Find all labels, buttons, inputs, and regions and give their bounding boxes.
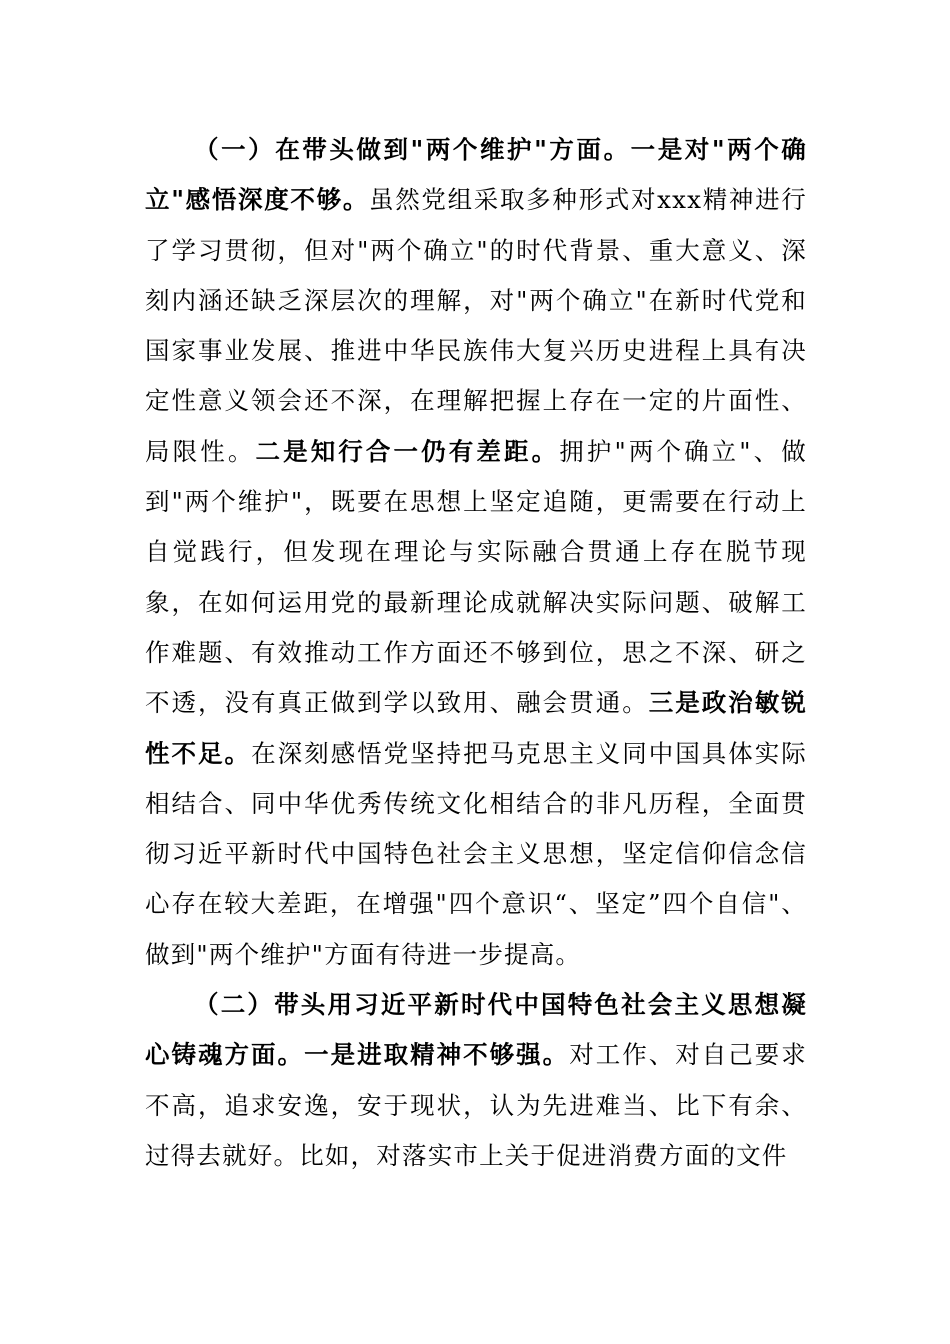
section-2-heading: （二）带头用习近平新时代中国特色社会主义思想凝心铸魂方面。 bbox=[145, 990, 807, 1070]
section-1-point-1-body: 虽然党组采取多种形式对xxx精神进行了学习贯彻，但对"两个确立"的时代背景、重大意义、深刻内涵还缺乏深层次的理解，对"两个确立"在新时代党和国家事业发展、推进中华民族伟大复兴历史进程上具有决定性意义领会还不深，在理解把握上存在一定的片面性、局限性。 bbox=[145, 185, 807, 466]
section-1-point-3-body: 在深刻感悟党坚持把马克思主义同中国具体实际相结合、同中华优秀传统文化相结合的非凡历程，全面贯彻习近平新时代中国特色社会主义思想，坚定信仰信念信心存在较大差距，在增强"四个意识“、坚定”四个自信"、做到"两个维护"方面有待进一步提高。 bbox=[145, 738, 807, 969]
section-1-point-1-title: 一是对"两个确立"感悟深度不够。 bbox=[145, 135, 807, 215]
section-1-point-3-title: 三是政治敏锐性不足。 bbox=[145, 688, 807, 768]
section-1-heading: （一）在带头做到"两个维护"方面。 bbox=[194, 135, 631, 164]
section-1-point-2-body: 拥护"两个确立"、做到"两个维护"，既要在思想上坚定追随，更需要在行动上自觉践行，但发现在理论与实际融合贯通上存在脱节现象，在如何运用党的最新理论成就解决实际问题、破解工作难题、有效推动工作方面还不够到位，思之不深、研之不透，没有真正做到学以致用、融会贯通。 bbox=[145, 436, 807, 718]
section-2-point-1-title: 一是进取精神不够强。 bbox=[304, 1040, 570, 1070]
section-1-point-2-title: 二是知行合一仍有差距。 bbox=[255, 436, 560, 466]
document-body bbox=[145, 125, 807, 1181]
paragraph-section-2 bbox=[145, 980, 807, 1181]
paragraph-section-1 bbox=[145, 125, 807, 980]
section-2-point-1-body: 对工作、对自己要求不高，追求安逸，安于现状，认为先进难当、比下有余、过得去就好。比如，对落实市上关于促进消费方面的文件 bbox=[145, 1040, 807, 1170]
